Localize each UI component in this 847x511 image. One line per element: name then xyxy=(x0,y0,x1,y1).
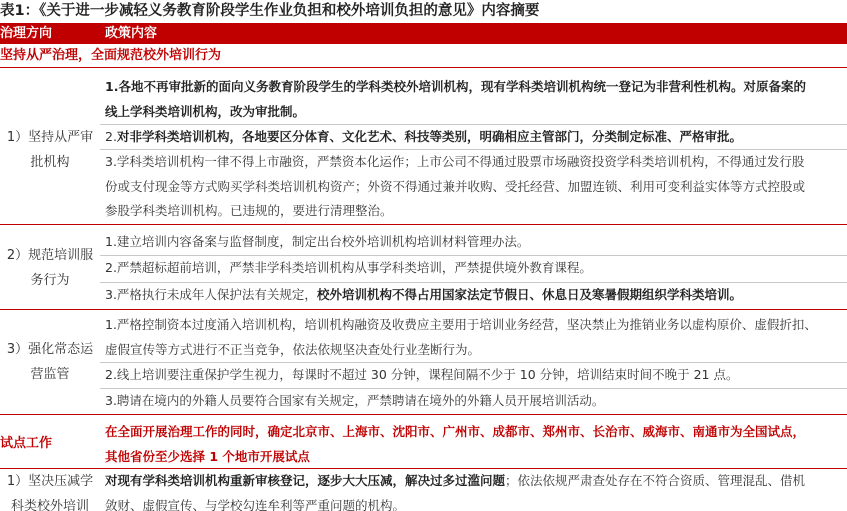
header-col-direction: 治理方向 xyxy=(0,26,53,41)
header-col-content: 政策内容 xyxy=(105,26,158,41)
policy-row: 对现有学科类培训机构重新审核登记，逐步大大压减，解决过多过滥问题；依法依规严肃查处存在不符合资质、管理混乱、借机 敛财、虚假宣传、与学校勾连牟利等严重问题的机构。 xyxy=(105,473,806,511)
section-heading: 坚持从严治理，全面规范校外培训行为 xyxy=(0,44,847,68)
table-header xyxy=(0,23,847,44)
pilot-text: 在全面开展治理工作的同时，确定北京市、上海市、沈阳市、广州市、成都市、郑州市、长治市、威海市、南通市为全国试点， 其他省份至少选择 1 个地市开展试点 xyxy=(105,424,806,464)
group-divider xyxy=(0,414,847,415)
policy-row: 3.学科类培训机构一律不得上市融资，严禁资本化运作；上市公司不得通过股票市场融资投资学科类培训机构，不得通过发行股 份或支付现金等方式购买学科类培训机构资产；外资不得通过兼并收购、受托经营、加盟连锁、利用可变利益实体等方式控股或 参股学科类培训机构。已违规的，要进行清理整治。 xyxy=(100,150,847,225)
group-divider xyxy=(0,224,847,225)
pilot-section xyxy=(0,419,847,469)
policy-row: 1.严格控制资本过度涌入培训机构，培训机构融资及收费应主要用于培训业务经营，坚决禁止为推销业务以虚构原价、虚假折扣、 虚假宣传等方式进行不正当竞争，依法依规坚决查处行业垄断行为。 xyxy=(100,313,847,363)
policy-row: 1.建立培训内容备案与监督制度，制定出台校外培训机构培训材料管理办法。 xyxy=(100,230,847,256)
table-title: 表1：《关于进一步减轻义务教育阶段学生作业负担和校外培训负担的意见》内容摘要 xyxy=(0,3,540,19)
policy-row: 2.对非学科类培训机构，各地要区分体育、文化艺术、科技等类别，明确相应主管部门，分类制定标准、严格审批。 xyxy=(100,125,847,150)
group-label: 2）规范培训服 务行为 xyxy=(6,248,94,288)
group-label: 1）坚持从严审 批机构 xyxy=(6,130,94,170)
policy-row: 2.线上培训要注重保护学生视力，每课时不超过 30 分钟，课程间隔不少于 10 分钟，培训结束时间不晚于 21 点。 xyxy=(100,363,847,389)
policy-row: 1.各地不再审批新的面向义务教育阶段学生的学科类校外培训机构，现有学科类培训机构统一登记为非营利性机构。对原备案的 线上学科类培训机构，改为审批制。 xyxy=(100,75,847,125)
group-label: 1）坚决压减学 科类校外培训 xyxy=(6,474,94,511)
group-label: 3）强化常态运 营监管 xyxy=(6,342,94,382)
pilot-label: 试点工作 xyxy=(0,436,53,451)
group-divider xyxy=(0,309,847,310)
policy-row: 3.严格执行未成年人保护法有关规定，校外培训机构不得占用国家法定节假日、休息日及寒暑假期组织学科类培训。 xyxy=(100,283,847,310)
policy-row: 2.严禁超标超前培训，严禁非学科类培训机构从事学科类培训，严禁提供境外教育课程。 xyxy=(100,256,847,283)
policy-row: 3.聘请在境内的外籍人员要符合国家有关规定，严禁聘请在境外的外籍人员开展培训活动。 xyxy=(100,389,847,415)
